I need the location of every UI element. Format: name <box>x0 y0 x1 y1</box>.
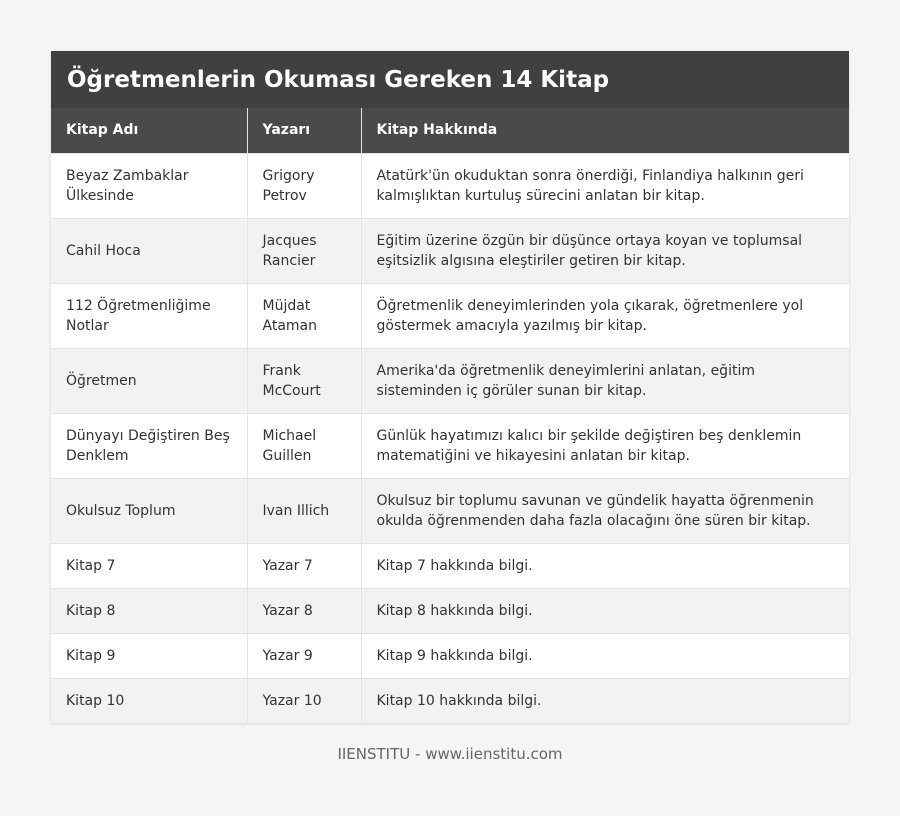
cell-book: 112 Öğretmenliğime Notlar <box>51 283 247 348</box>
table-row <box>51 633 849 678</box>
cell-book: Okulsuz Toplum <box>51 478 247 543</box>
cell-author: Frank McCourt <box>247 348 361 413</box>
cell-about: Günlük hayatımızı kalıcı bir şekilde değiştiren beş denklemin matematiğini ve hikayesini anlatan bir kitap. <box>361 413 849 478</box>
cell-book: Dünyayı Değiştiren Beş Denklem <box>51 413 247 478</box>
cell-author: Michael Guillen <box>247 413 361 478</box>
cell-about: Öğretmenlik deneyimlerinden yola çıkarak, öğretmenlere yol göstermek amacıyla yazılmış bir kitap. <box>361 283 849 348</box>
cell-book: Kitap 7 <box>51 543 247 588</box>
table-row <box>51 543 849 588</box>
cell-about: Okulsuz bir toplumu savunan ve gündelik hayatta öğrenmenin okulda öğrenmenden daha fazla olacağını öne süren bir kitap. <box>361 478 849 543</box>
cell-book: Beyaz Zambaklar Ülkesinde <box>51 153 247 218</box>
book-table-card <box>51 51 849 723</box>
cell-book: Cahil Hoca <box>51 218 247 283</box>
header-row <box>51 108 849 153</box>
table-row <box>51 348 849 413</box>
cell-about: Amerika'da öğretmenlik deneyimlerini anlatan, eğitim sisteminden iç görüler sunan bir kitap. <box>361 348 849 413</box>
table-row <box>51 153 849 218</box>
footer-credit: IIENSTITU - www.iienstitu.com <box>337 745 563 763</box>
cell-about: Atatürk'ün okuduktan sonra önerdiği, Finlandiya halkının geri kalmışlıktan kurtuluş sürecini anlatan bir kitap. <box>361 153 849 218</box>
table-title: Öğretmenlerin Okuması Gereken 14 Kitap <box>51 51 849 108</box>
cell-about: Kitap 9 hakkında bilgi. <box>361 633 849 678</box>
table-row <box>51 678 849 723</box>
table-row <box>51 283 849 348</box>
column-header-about: Kitap Hakkında <box>361 108 849 153</box>
cell-about: Kitap 10 hakkında bilgi. <box>361 678 849 723</box>
cell-about: Kitap 7 hakkında bilgi. <box>361 543 849 588</box>
cell-author: Müjdat Ataman <box>247 283 361 348</box>
cell-book: Kitap 10 <box>51 678 247 723</box>
cell-author: Yazar 9 <box>247 633 361 678</box>
cell-author: Grigory Petrov <box>247 153 361 218</box>
cell-book: Kitap 8 <box>51 588 247 633</box>
table-row <box>51 588 849 633</box>
cell-author: Yazar 10 <box>247 678 361 723</box>
book-table <box>51 108 849 723</box>
cell-book: Öğretmen <box>51 348 247 413</box>
column-header-book: Kitap Adı <box>51 108 247 153</box>
table-header <box>51 108 849 153</box>
cell-about: Kitap 8 hakkında bilgi. <box>361 588 849 633</box>
cell-about: Eğitim üzerine özgün bir düşünce ortaya koyan ve toplumsal eşitsizlik algısına eleştiriler getiren bir kitap. <box>361 218 849 283</box>
cell-author: Ivan Illich <box>247 478 361 543</box>
cell-author: Yazar 8 <box>247 588 361 633</box>
table-row <box>51 413 849 478</box>
table-row <box>51 218 849 283</box>
cell-author: Yazar 7 <box>247 543 361 588</box>
table-row <box>51 478 849 543</box>
cell-book: Kitap 9 <box>51 633 247 678</box>
table-body <box>51 153 849 723</box>
cell-author: Jacques Rancier <box>247 218 361 283</box>
column-header-author: Yazarı <box>247 108 361 153</box>
